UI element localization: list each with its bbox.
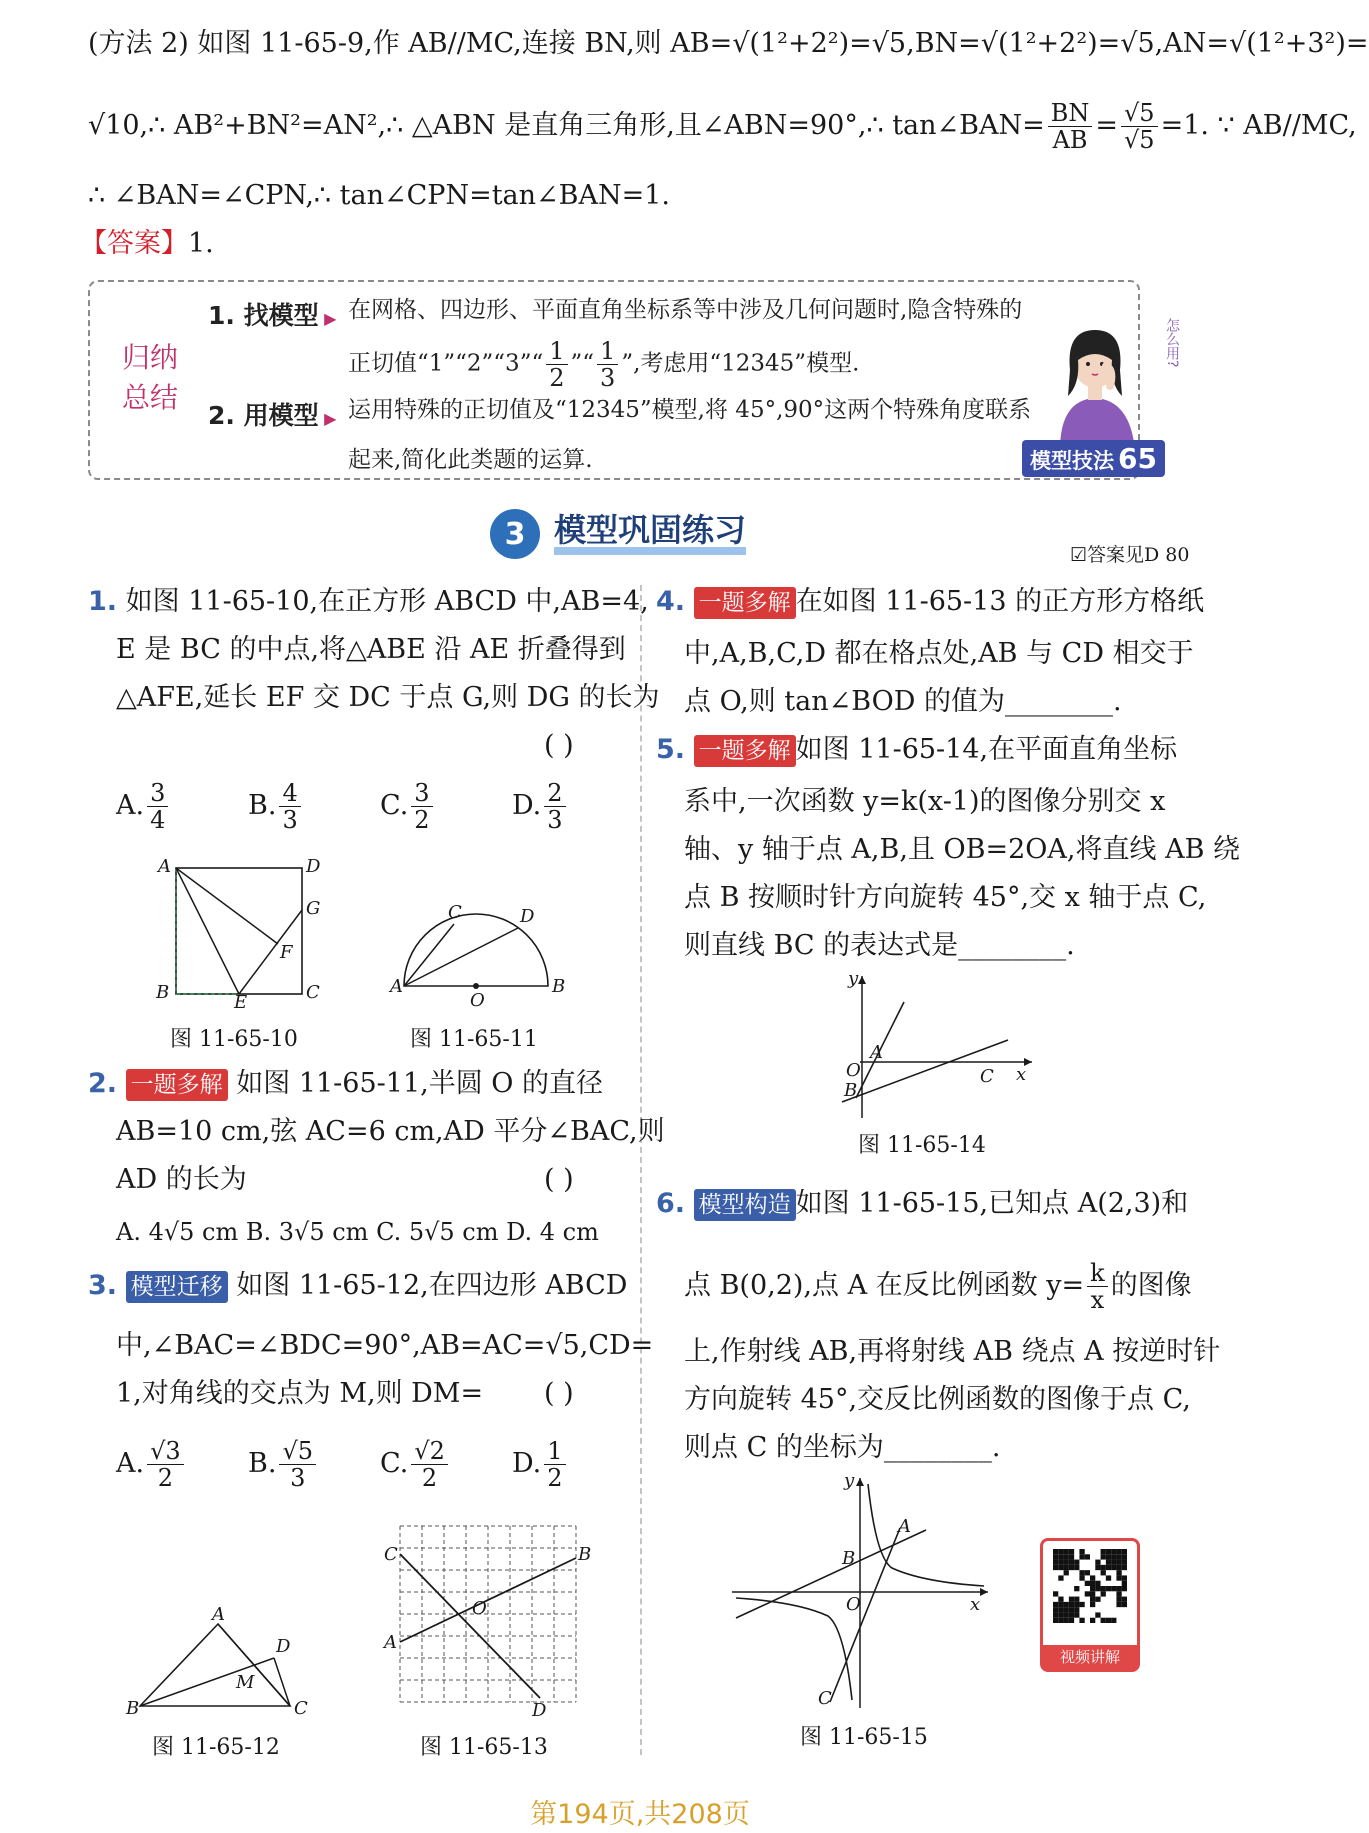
answer-line — [80, 226, 214, 262]
q2-line1: 2. 一题多解 如图 11-65-11,半圆 O 的直径 — [88, 1068, 604, 1099]
fig10-caption: 图 11-65-10 — [170, 1027, 298, 1052]
fig13-caption: 图 11-65-13 — [420, 1735, 548, 1760]
svg-text:G: G — [306, 898, 321, 919]
page-footer: 第194页,共208页 — [530, 1799, 750, 1830]
girl-illustration-icon — [1040, 300, 1160, 450]
q5-line4: 点 B 按顺时针方向旋转 45°,交 x 轴于点 C, — [684, 882, 1207, 913]
q3-option-c: C. $\frac{√2}{2}$ — [380, 1438, 512, 1491]
svg-text:x: x — [1016, 1064, 1027, 1085]
summary-label-1: 归纳 — [122, 341, 179, 374]
svg-text:A: A — [390, 976, 403, 997]
q5-line5: 则直线 BC 的表达式是________. — [684, 930, 1075, 961]
find-model-line2: 正切值“1”“2”“3”“ $\frac{1}{2}$ ”“ $\frac{1}{3}$ ”,考虑用“12345”模型. — [348, 337, 860, 392]
svg-text:B: B — [126, 1698, 140, 1719]
svg-text:O: O — [846, 1060, 861, 1081]
section-title — [490, 508, 746, 560]
svg-text:A: A — [158, 856, 171, 877]
q3-tag: 模型迁移 — [126, 1271, 228, 1303]
svg-text:B: B — [844, 1080, 858, 1101]
svg-text:D: D — [276, 1636, 291, 1657]
q1-option-c: C. $\frac{3}{2}$ — [380, 780, 512, 833]
q3-option-d: D. $\frac{1}{2}$ — [512, 1438, 612, 1491]
q6-line2: 点 B(0,2),点 A 在反比例函数 y= $\frac{k}{x}$ 的图像 — [684, 1259, 1192, 1314]
fig12-caption: 图 11-65-12 — [152, 1735, 280, 1760]
figure-11-65-14 — [820, 970, 1040, 1120]
q2-options: A. 4√5 cm B. 3√5 cm C. 5√5 cm D. 4 cm — [116, 1218, 599, 1246]
q3-line1: 3. 模型迁移 如图 11-65-12,在四边形 ABCD — [88, 1270, 628, 1301]
column-divider — [640, 585, 642, 1755]
svg-text:O: O — [846, 1594, 861, 1615]
svg-text:B: B — [552, 976, 566, 997]
q4-line3: 点 O,则 tan∠BOD 的值为________. — [684, 686, 1122, 717]
q1-line2: E 是 BC 的中点,将△ABE 沿 AE 折叠得到 — [116, 634, 626, 665]
q6-line5: 则点 C 的坐标为________. — [684, 1432, 1001, 1463]
q6-tag: 模型构造 — [694, 1189, 796, 1221]
fig14-caption: 图 11-65-14 — [858, 1133, 986, 1158]
q6-line1: 6. 模型构造 如图 11-65-15,已知点 A(2,3)和 — [656, 1188, 1189, 1219]
fraction-bn-ab: $\frac{BN}{AB}$ — [1048, 100, 1093, 153]
q5-line2: 系中,一次函数 y=k(x-1)的图像分别交 x — [684, 786, 1166, 817]
figure-11-65-11 — [390, 890, 570, 1010]
q5-tag: 一题多解 — [694, 735, 796, 767]
q3-line3: 1,对角线的交点为 M,则 DM= — [116, 1378, 484, 1409]
qr-code-icon — [1053, 1549, 1127, 1623]
figure-11-65-12 — [126, 1604, 316, 1720]
q1-option-a: A. $\frac{3}{4}$ — [116, 780, 248, 833]
svg-text:B: B — [578, 1544, 592, 1565]
find-model-line1: 在网格、四边形、平面直角坐标系等中涉及几何问题时,隐含特殊的 — [348, 297, 1023, 323]
svg-text:A: A — [898, 1516, 911, 1537]
answer-value: 1. — [188, 228, 214, 259]
figure-11-65-10 — [150, 856, 330, 1013]
svg-text:x: x — [970, 1594, 981, 1615]
answer-reference: ☑答案见D 80 — [1070, 544, 1190, 566]
svg-text:C: C — [306, 982, 320, 1003]
q3-option-b: B. $\frac{√5}{3}$ — [248, 1438, 380, 1491]
fraction-one-half: $\frac{1}{2}$ — [546, 338, 567, 391]
use-model-heading: 2. 用模型 ▶ — [208, 401, 337, 430]
svg-text:E: E — [234, 992, 248, 1013]
section-heading: 模型巩固练习 — [554, 513, 746, 555]
svg-text:D: D — [306, 856, 321, 877]
fraction-k-x: $\frac{k}{x}$ — [1087, 1260, 1108, 1313]
svg-text:C: C — [818, 1688, 832, 1709]
q2-line3: AD 的长为 — [116, 1164, 247, 1195]
q2-answer-paren: ( ) — [544, 1164, 574, 1195]
method2-line1: (方法 2) 如图 11-65-9,作 AB//MC,连接 BN,则 AB=√(1²+2²)=√5,BN=√(1²+2²)=√5,AN=√(1²+3²)= — [88, 28, 1369, 59]
fig15-caption: 图 11-65-15 — [800, 1725, 928, 1750]
svg-text:C: C — [384, 1544, 398, 1565]
svg-text:D: D — [532, 1700, 547, 1721]
figure-11-65-13 — [380, 1518, 592, 1721]
svg-text:F: F — [280, 942, 293, 963]
q5-line3: 轴、y 轴于点 A,B,且 OB=2OA,将直线 AB 绕 — [684, 834, 1241, 865]
q3-options — [116, 1438, 616, 1491]
fraction-root5-root5: $\frac{√5}{√5}$ — [1121, 100, 1158, 153]
svg-text:C: C — [448, 902, 462, 923]
method2-line3: ∴ ∠BAN=∠CPN,∴ tan∠CPN=tan∠BAN=1. — [88, 180, 671, 211]
qr-video-card[interactable] — [1040, 1538, 1140, 1672]
figure-11-65-15 — [726, 1472, 996, 1712]
q2-line2: AB=10 cm,弦 AC=6 cm,AD 平分∠BAC,则 — [116, 1116, 665, 1147]
find-model-heading: 1. 找模型 ▶ — [208, 301, 337, 330]
q6-line4: 方向旋转 45°,交反比例函数的图像于点 C, — [684, 1384, 1191, 1415]
svg-text:y: y — [848, 968, 859, 989]
q5-line1: 5. 一题多解 如图 11-65-14,在平面直角坐标 — [656, 734, 1178, 765]
svg-text:C: C — [294, 1698, 308, 1719]
svg-text:B: B — [842, 1548, 856, 1569]
q1-line1: 1. 如图 11-65-10,在正方形 ABCD 中,AB=4, — [88, 586, 649, 617]
q4-tag: 一题多解 — [694, 587, 796, 619]
q3-option-a: A. $\frac{√3}{2}$ — [116, 1438, 248, 1491]
method2-line2-text: √10,∴ AB²+BN²=AN²,∴ △ABN 是直角三角形,且∠ABN=90°,∴ tan∠BAN= — [88, 110, 1045, 141]
answer-label: 【答案】 — [80, 228, 188, 259]
q4-line2: 中,A,B,C,D 都在格点处,AB 与 CD 相交于 — [684, 638, 1194, 669]
svg-text:O: O — [470, 990, 485, 1011]
q1-options — [116, 780, 616, 833]
use-model-line2: 起来,简化此类题的运算. — [348, 447, 593, 473]
svg-text:y: y — [844, 1470, 855, 1491]
q1-answer-paren: ( ) — [544, 730, 574, 761]
svg-text:A: A — [384, 1632, 397, 1653]
summary-label-2: 总结 — [122, 381, 179, 414]
svg-text:D: D — [520, 906, 535, 927]
fraction-one-third: $\frac{1}{3}$ — [597, 338, 618, 391]
svg-text:A: A — [212, 1604, 225, 1625]
q3-answer-paren: ( ) — [544, 1378, 574, 1409]
svg-text:O: O — [472, 1598, 487, 1619]
q4-line1: 4. 一题多解 在如图 11-65-13 的正方形方格纸 — [656, 586, 1205, 617]
q2-tag: 一题多解 — [126, 1069, 228, 1101]
q1-line3: △AFE,延长 EF 交 DC 于点 G,则 DG 的长为 — [116, 682, 660, 713]
bubble-text: 怎么用? — [1164, 318, 1180, 368]
svg-text:M: M — [236, 1672, 255, 1693]
svg-text:B: B — [156, 982, 170, 1003]
svg-text:A: A — [870, 1042, 883, 1063]
svg-text:C: C — [980, 1066, 994, 1087]
method2-line2: √10,∴ AB²+BN²=AN²,∴ △ABN 是直角三角形,且∠ABN=90°,∴ tan∠BAN= $\frac{BN}{AB}$ = $\frac{√5}{√5}$ =1. ∵ AB//MC, — [88, 99, 1357, 154]
q6-line3: 上,作射线 AB,再将射线 AB 绕点 A 按逆时针 — [684, 1336, 1221, 1367]
use-model-line1: 运用特殊的正切值及“12345”模型,将 45°,90°这两个特殊角度联系 — [348, 397, 1032, 423]
q1-option-b: B. $\frac{4}{3}$ — [248, 780, 380, 833]
fig11-caption: 图 11-65-11 — [410, 1027, 538, 1052]
q3-line2: 中,∠BAC=∠BDC=90°,AB=AC=√5,CD= — [116, 1330, 654, 1361]
method2-line2-tail: =1. ∵ AB//MC, — [1160, 110, 1357, 141]
q1-option-d: D. $\frac{2}{3}$ — [512, 780, 612, 833]
qr-label: 视频讲解 — [1043, 1645, 1137, 1669]
section-number: 3 — [490, 509, 540, 559]
model-technique-badge: 模型技法 65 — [1022, 440, 1165, 477]
